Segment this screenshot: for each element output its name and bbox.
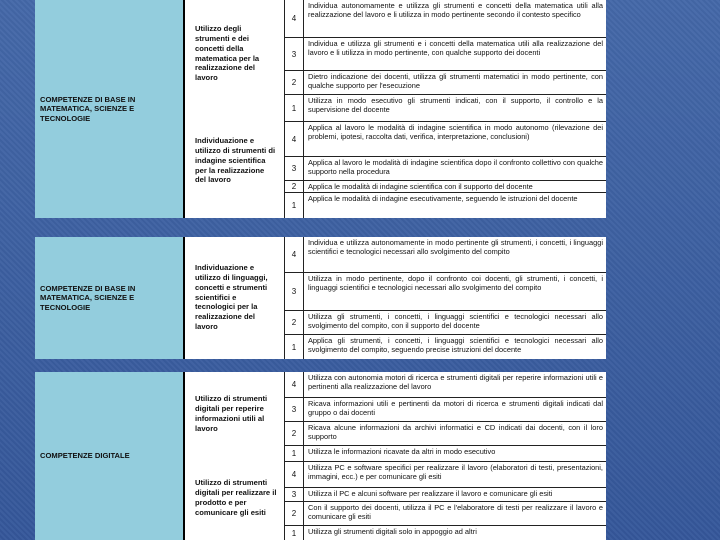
level-description: Con il supporto dei docenti, utilizza il PC e l'elaboratore di testi per realizzare il lavoro e comunicare gli esiti: [308, 503, 603, 522]
level-description: Utilizza gli strumenti digitali solo in appoggio ad altri: [308, 527, 477, 536]
level-number: 1: [285, 193, 304, 218]
competence-title: Individuazione e utilizzo di linguaggi, concetti e strumenti scientifici e tecnologici per la realizzazione del lavoro: [195, 263, 268, 332]
level-number: 2: [285, 181, 304, 192]
level-description: Utilizza gli strumenti, i concetti, i linguaggi scientifici e tecnologici necessari allo svolgimento del compito, con il supporto del docente: [308, 312, 603, 331]
level-description: Applica le modalità di indagine esecutivamente, seguendo le istruzioni del docente: [308, 194, 578, 203]
table-row: [285, 122, 606, 157]
level-description: Applica le modalità di indagine scientifica con il supporto del docente: [308, 182, 533, 191]
level-number: 4: [285, 462, 304, 487]
level-description: Dietro indicazione dei docenti, utilizza gli strumenti matematici in modo pertinente, con qualche supporto per l'esecuzione: [308, 72, 603, 91]
level-rows: [285, 0, 606, 218]
table-row: [285, 193, 606, 218]
level-number: 3: [285, 273, 304, 310]
level-number: 2: [285, 311, 304, 334]
table-row: [285, 95, 606, 122]
table-row: [285, 38, 606, 71]
category-cell: [35, 237, 185, 359]
level-description: Applica al lavoro le modalità di indagine scientifica in modo autonomo (rilevazione dei problemi, ipotesi, raccolta dati, verifica, interpretazione, conclusioni): [308, 123, 603, 142]
level-description: Utilizza il PC e alcuni software per realizzare il lavoro e comunicare gli esiti: [308, 489, 553, 498]
category-cell: [35, 0, 185, 218]
competence-title: Utilizzo di strumenti digitali per realizzare il prodotto e per comunicare gli esiti: [195, 478, 277, 517]
table-row: [285, 157, 606, 181]
table-row: [285, 422, 606, 446]
table-row: [285, 0, 606, 38]
table-row: [285, 311, 606, 335]
level-description: Ricava alcune informazioni da archivi informatici e CD indicati dai docenti, con il loro supporto: [308, 423, 603, 442]
table-row: [285, 273, 606, 311]
level-description: Individua e utilizza autonomamente in modo pertinente gli strumenti, i concetti, i linguaggi scientifici e tecnologici necessari allo svolgimento del compito: [308, 238, 603, 257]
level-description: Utilizza PC e software specifici per realizzare il lavoro (elaboratori di testi, presentazioni, immagini, ecc.) e per comunicare gli esiti: [308, 463, 603, 482]
category-label: COMPETENZE DIGITALE: [40, 451, 130, 461]
level-number: 1: [285, 95, 304, 121]
level-number: 2: [285, 502, 304, 525]
table-row: [285, 181, 606, 193]
rubric-table-digital: [35, 372, 606, 540]
competence-title: Utilizzo degli strumenti e dei concetti della matematica per la realizzazione del lavoro: [195, 24, 260, 83]
level-description: Utilizza le informazioni ricavate da altri in modo esecutivo: [308, 447, 496, 456]
table-row: [285, 462, 606, 488]
level-number: 2: [285, 71, 304, 94]
competence-title: Utilizzo di strumenti digitali per reperire informazioni utili al lavoro: [195, 394, 268, 433]
level-number: 3: [285, 488, 304, 501]
level-description: Utilizza in modo esecutivo gli strumenti indicati, con il supporto, il controllo e la supervisione del docente: [308, 96, 603, 115]
category-label: COMPETENZE DI BASE IN MATEMATICA, SCIENZE E TECNOLOGIE: [40, 94, 136, 123]
table-row: [285, 71, 606, 95]
competence-cell: [185, 237, 285, 359]
rubric-table-math-1: [35, 0, 606, 218]
level-number: 2: [285, 422, 304, 445]
level-number: 3: [285, 398, 304, 421]
category-label: COMPETENZE DI BASE IN MATEMATICA, SCIENZE E TECNOLOGIE: [40, 283, 136, 312]
level-number: 4: [285, 122, 304, 156]
table-row: [285, 446, 606, 462]
level-description: Utilizza in modo pertinente, dopo il confronto coi docenti, gli strumenti, i concetti, i linguaggi scientifici e tecnologici necessari allo svolgimento del compito: [308, 274, 603, 293]
table-row: [285, 502, 606, 526]
table-row: [285, 372, 606, 398]
table-row: [285, 398, 606, 422]
level-number: 1: [285, 335, 304, 359]
level-description: Individua autonomamente e utilizza gli strumenti e concetti della matematica utili alla realizzazione del lavoro e li utilizza in modo pertinente secondo il contesto specifico: [308, 1, 603, 20]
level-number: 4: [285, 0, 304, 37]
level-description: Applica gli strumenti, i concetti, i linguaggi scientifici e tecnologici necessari allo svolgimento del compito, seguendo precise istruzioni del docente: [308, 336, 603, 355]
level-description: Utilizza con autonomia motori di ricerca e strumenti digitali per reperire informazioni utili e pertinenti alla realizzazione del lavoro: [308, 373, 603, 392]
competence-cell: [185, 372, 285, 540]
level-number: 1: [285, 446, 304, 461]
level-description: Ricava informazioni utili e pertinenti da motori di ricerca e strumenti digitali indicati dal gruppo o dai docenti: [308, 399, 603, 418]
level-number: 3: [285, 157, 304, 180]
level-number: 1: [285, 526, 304, 540]
table-row: [285, 335, 606, 359]
level-description: Applica al lavoro le modalità di indagine scientifica dopo il confronto collettivo con qualche supporto nella procedura: [308, 158, 603, 177]
table-row: [285, 237, 606, 273]
rubric-table-math-2: [35, 237, 606, 359]
table-row: [285, 488, 606, 502]
competence-cell: [185, 0, 285, 218]
level-rows: [285, 237, 606, 359]
level-number: 4: [285, 237, 304, 272]
level-description: Individua e utilizza gli strumenti e i concetti della matematica utili alla realizzazione del lavoro e li utilizza in modo pertinente, con qualche supporto dei docenti: [308, 39, 603, 58]
competence-title: Individuazione e utilizzo di strumenti di indagine scientifica per la realizzazione del lavoro: [195, 136, 276, 185]
table-row: [285, 526, 606, 540]
level-number: 3: [285, 38, 304, 70]
level-rows: [285, 372, 606, 540]
category-cell: [35, 372, 185, 540]
level-number: 4: [285, 372, 304, 397]
